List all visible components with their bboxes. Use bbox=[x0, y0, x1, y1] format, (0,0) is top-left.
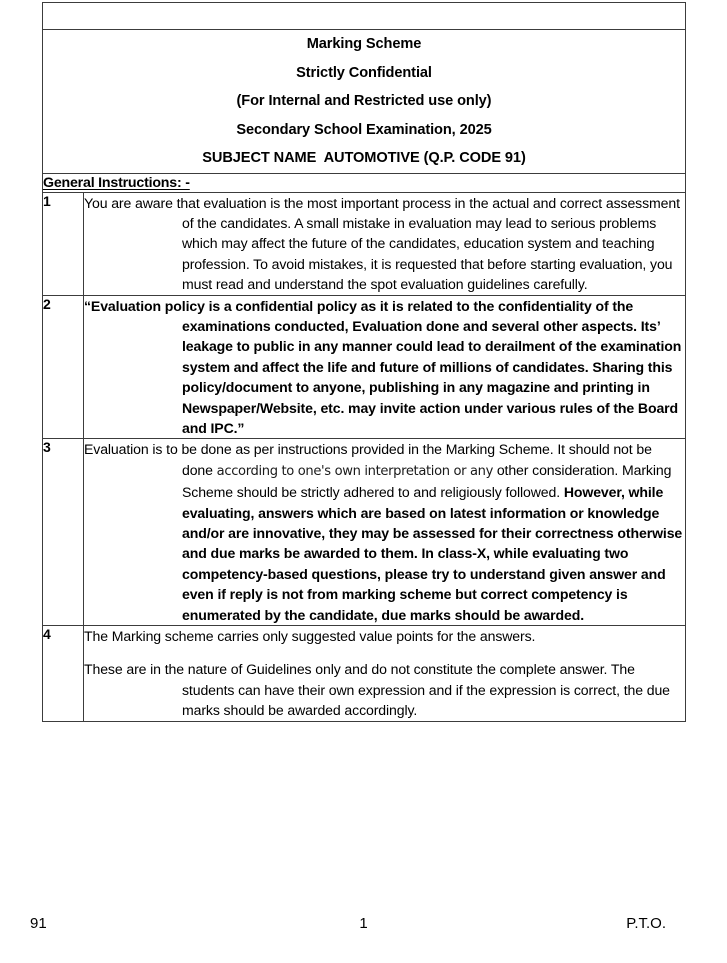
marking-scheme-table bbox=[42, 2, 686, 722]
instruction-paragraph bbox=[84, 193, 685, 295]
instruction-body bbox=[84, 295, 686, 439]
instruction-body bbox=[84, 439, 686, 626]
table-row bbox=[43, 295, 686, 439]
text-run: Evaluation is to be done as per instructions provided in the Marking Scheme. It should not be done bbox=[84, 441, 652, 478]
text-run: other consideration. Marking Scheme should be strictly adhered to and religiously followed. bbox=[182, 461, 672, 501]
text-run: These are in the nature of Guidelines only and do not constitute the complete answer. The students can have their own expression and if the expression is correct, the due marks should be awarded accordingly. bbox=[84, 661, 670, 719]
footer-page-number: 1 bbox=[359, 915, 368, 932]
top-spacer-cell bbox=[43, 3, 686, 30]
general-instructions-heading-cell bbox=[43, 173, 686, 192]
title-line-strictly-confidential: Strictly Confidential bbox=[296, 64, 432, 81]
page-footer bbox=[30, 915, 697, 941]
table-row bbox=[43, 626, 686, 722]
instruction-number: 3 bbox=[43, 439, 84, 626]
table-body bbox=[43, 3, 686, 722]
text-run: The Marking scheme carries only suggested value points for the answers. bbox=[84, 628, 536, 645]
general-instructions-label: General Instructions: - bbox=[43, 174, 190, 191]
title-line-subject-name: SUBJECT NAME AUTOMOTIVE (Q.P. CODE 91) bbox=[202, 150, 526, 166]
text-run: “Evaluation policy is a confidential policy as it is related to the confidentiality of the examinations conducted, Evaluation done and several other aspects. Its’ leakage to public in any manner could lead to derailment of the examination system and affect the life and future of millions of candidates. Sharing this policy/document to anyone, publishing in any magazine and printing in Newspaper/Website, etc. may invite action under various rules of the Board and IPC.” bbox=[84, 297, 682, 436]
table-row bbox=[43, 439, 686, 626]
title-line-marking-scheme: Marking Scheme bbox=[306, 36, 422, 52]
title-line-internal-use: (For Internal and Restricted use only) bbox=[236, 93, 492, 109]
instruction-body bbox=[84, 192, 686, 295]
title-block bbox=[43, 30, 686, 174]
footer-subject-code: 91 bbox=[30, 915, 47, 932]
instruction-paragraph bbox=[84, 439, 685, 625]
table-row bbox=[43, 192, 686, 295]
title-row bbox=[43, 30, 686, 174]
footer-pto: P.T.O. bbox=[626, 915, 666, 932]
instruction-number: 4 bbox=[43, 626, 84, 722]
general-instructions-heading-row bbox=[43, 173, 686, 192]
text-run: However, while evaluating, answers which are based on latest information or knowledge and/or are innovative, they may be assessed for their correctness otherwise and due marks be awarded to them. In class-X, while evaluating two competency-based questions, please try to understand given answer and even if reply is not from marking scheme but correct competency is enumerated by the candidate, due marks should be awarded. bbox=[182, 484, 683, 623]
title-line-examination-year: Secondary School Examination, 2025 bbox=[236, 121, 492, 138]
top-spacer-row bbox=[43, 3, 686, 30]
text-run: You are aware that evaluation is the most important process in the actual and correct assessment of the candidates. A small mistake in evaluation may lead to serious problems which may affect the future of the candidates, education system and teaching profession. To avoid mistakes, it is requested that before starting evaluation, you must read and understand the spot evaluation guidelines carefully. bbox=[84, 194, 680, 293]
instruction-body bbox=[84, 626, 686, 722]
instruction-number: 1 bbox=[43, 192, 84, 295]
instruction-paragraph bbox=[84, 659, 685, 720]
instruction-paragraph bbox=[84, 296, 685, 439]
instruction-number: 2 bbox=[43, 295, 84, 439]
text-run: according to one's own interpretation or any bbox=[216, 463, 494, 479]
instruction-paragraph bbox=[84, 626, 685, 646]
